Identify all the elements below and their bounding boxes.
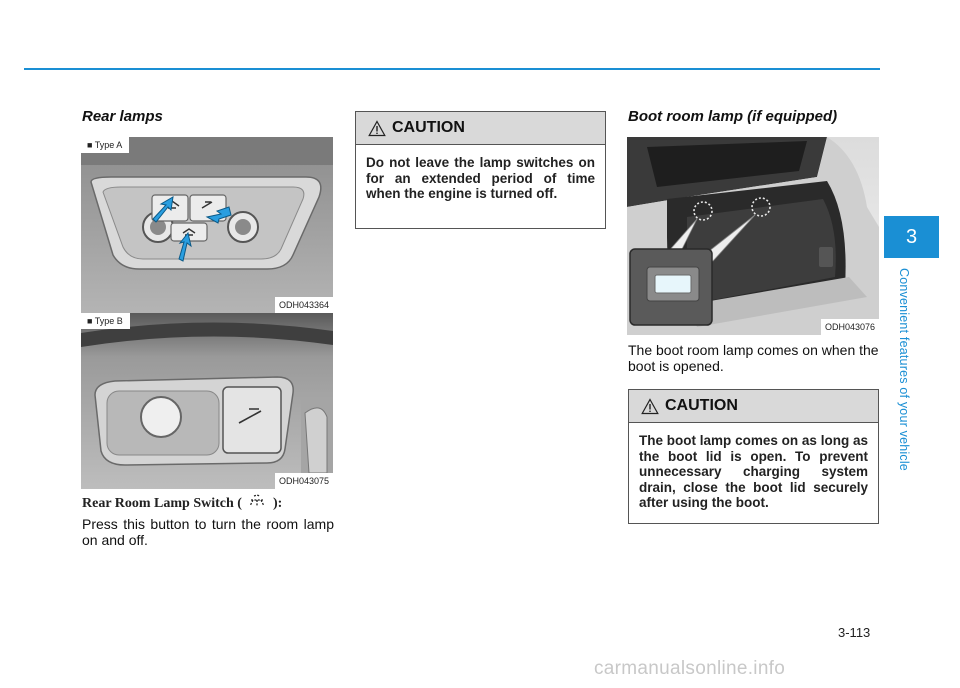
- subhead-prefix: Rear Room Lamp Switch (: [82, 496, 242, 511]
- caution-text: Do not leave the lamp switches on for an extended period of time when the engine is turned off.: [366, 155, 595, 201]
- top-rule: [24, 68, 880, 70]
- rear-lamps-title: Rear lamps: [82, 108, 163, 125]
- rear-lamp-type-b-illustration: [81, 313, 333, 489]
- rear-lamp-body: Press this button to turn the room lamp on and off.: [82, 516, 334, 548]
- boot-room-lamp-illustration: [627, 137, 879, 335]
- boot-room-lamp-title: Boot room lamp (if equipped): [628, 108, 838, 125]
- figure-type-a-code: ODH043364: [275, 297, 333, 313]
- figure-type-a-label: ■ Type A: [81, 137, 129, 153]
- chapter-title: Convenient features of your vehicle: [897, 268, 911, 471]
- warning-triangle-icon: [641, 398, 659, 415]
- caution-text: The boot lamp comes on as long as the boot lid is open. To prevent unnecessary charging system drain, close the boot lid securely after using the boot.: [639, 433, 868, 510]
- figure-type-b-label: ■ Type B: [81, 313, 130, 329]
- figure-type-b-code: ODH043075: [275, 473, 333, 489]
- caution-box-rear-lamps: [355, 111, 606, 229]
- subhead-suffix: ):: [272, 496, 283, 511]
- boot-room-lamp-figure: [627, 137, 879, 335]
- warning-triangle-icon: [368, 120, 386, 137]
- chapter-tab: 3: [884, 216, 939, 258]
- boot-figure-code: ODH043076: [821, 319, 879, 335]
- boot-room-lamp-body: The boot room lamp comes on when the boot is opened.: [628, 342, 879, 374]
- caution-title: CAUTION: [665, 397, 738, 414]
- rear-lamp-type-a-illustration: [81, 137, 333, 313]
- caution-box-boot-lamp: [628, 389, 879, 524]
- page-number: 3-113: [838, 625, 871, 640]
- caution-header: [356, 112, 605, 145]
- watermark: carmanualsonline.info: [594, 658, 786, 679]
- room-lamp-icon: [248, 494, 266, 508]
- caution-header: [629, 390, 878, 423]
- caution-title: CAUTION: [392, 119, 465, 136]
- rear-lamp-figure-type-b: [81, 313, 333, 489]
- rear-room-lamp-switch-heading: [82, 494, 282, 512]
- rear-lamp-figure-type-a: [81, 137, 333, 313]
